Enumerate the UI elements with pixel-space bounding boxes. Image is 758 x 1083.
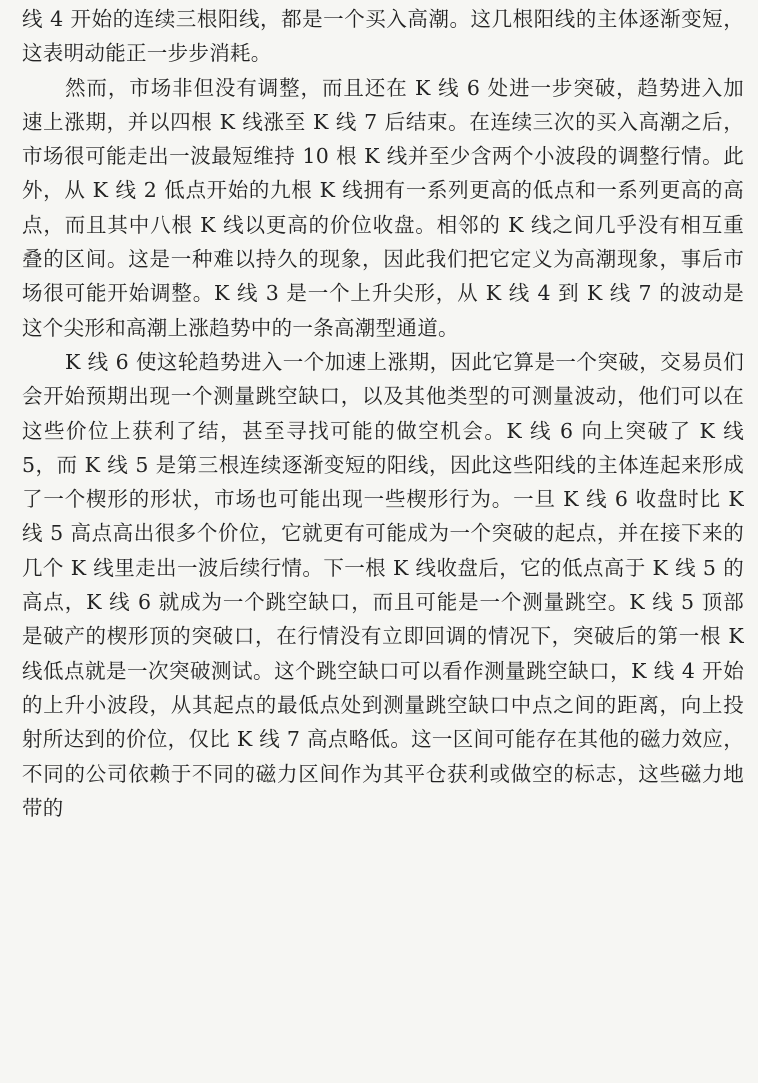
body-text bbox=[22, 2, 744, 825]
paragraph-1: 线 4 开始的连续三根阳线，都是一个买入高潮。这几根阳线的主体逐渐变短，这表明动能正一步步消耗。 bbox=[22, 7, 744, 66]
paragraph-3: K 线 6 使这轮趋势进入一个加速上涨期，因此它算是一个突破，交易员们会开始预期出现一个测量跳空缺口，以及其他类型的可测量波动，他们可以在这些价位上获利了结，甚至寻找可能的做空机会。K 线 6 向上突破了 K 线 5，而 K 线 5 是第三根连续逐渐变短的阳线，因此这些阳线的主体连起来形成了一个楔形的形状，市场也可能出现一些楔形行为。一旦 K 线 6 收盘时比 K 线 5 高点高出很多个价位，它就更有可能成为一个突破的起点，并在接下来的几个 K 线里走出一波后续行情。下一根 K 线收盘后，它的低点高于 K 线 5 的高点，K 线 6 就成为一个跳空缺口，而且可能是一个测量跳空。K 线 5 顶部是破产的楔形顶的突破口，在行情没有立即回调的情况下，突破后的第一根 K 线低点就是一次突破测试。这个跳空缺口可以看作测量跳空缺口，K 线 4 开始的上升小波段，从其起点的最低点处到测量跳空缺口中点之间的距离，向上投射所达到的价位，仅比 K 线 7 高点略低。这一区间可能存在其他的磁力效应，不同的公司依赖于不同的磁力区间作为其平仓获利或做空的标志，这些磁力地带的 bbox=[22, 349, 744, 820]
paragraph-2: 然而，市场非但没有调整，而且还在 K 线 6 处进一步突破，趋势进入加速上涨期，并以四根 K 线涨至 K 线 7 后结束。在连续三次的买入高潮之后，市场很可能走出一波最短维持 10 根 K 线并至少含两个小波段的调整行情。此外，从 K 线 2 低点开始的九根 K 线拥有一系列更高的低点和一系列更高的高点，而且其中八根 K 线以更高的价位收盘。相邻的 K 线之间几乎没有相互重叠的区间。这是一种难以持久的现象，因此我们把它定义为高潮现象，事后市场很可能开始调整。K 线 3 是一个上升尖形，从 K 线 4 到 K 线 7 的波动是这个尖形和高潮上涨趋势中的一条高潮型通道。 bbox=[22, 75, 744, 340]
